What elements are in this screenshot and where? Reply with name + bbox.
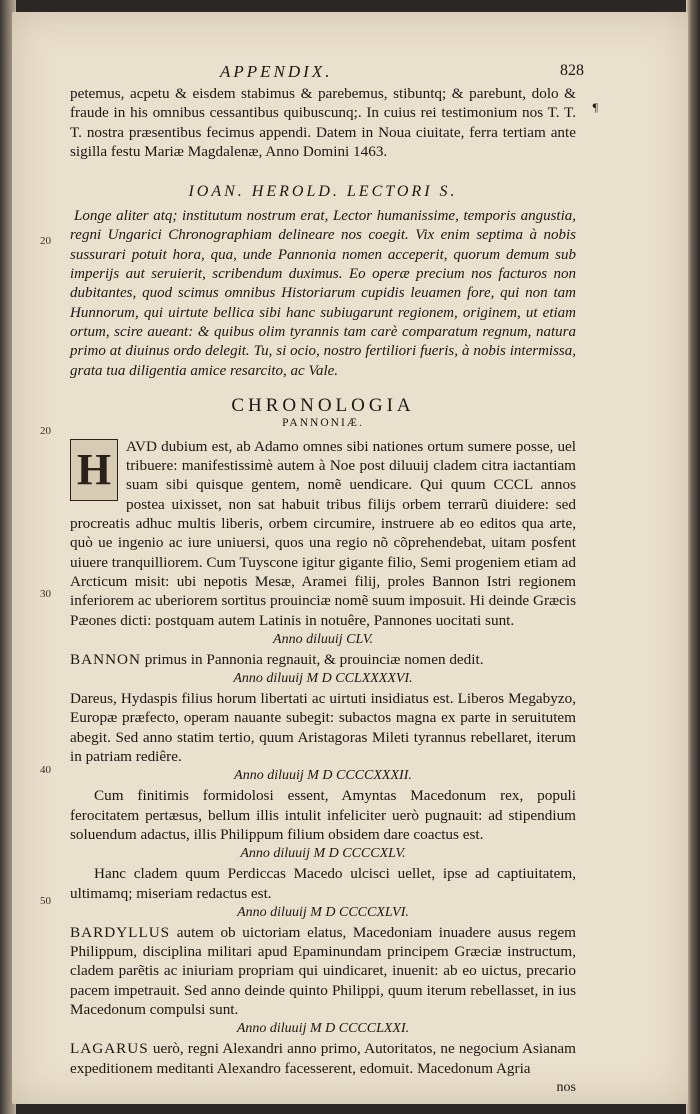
paragraph-dareus: Dareus, Hydaspis filius horum libertati ac uirtuti insidiatus est. Liberos Megabyzo, Europæ præfecto, operam nauante subegit: subactos magna ex parte in seruitutem abegit. Sed anno statim tertio, quum Aristagoras Mileti tyrannus rebellaret, iterum in patriam rediêre. xyxy=(70,690,576,766)
page-header-title: APPENDIX. xyxy=(220,62,333,81)
bardyllus-text: autem ob uictoriam elatus, Macedoniam inuadere ausus regem Philippum, disciplina militari apud Epaminundam principem Græciæ instructum, cladem parẽtis ac iniuriam propriam qui uindicaret, inuenit: ab eo uictus, precario pacem impetrauit. Sed anno deinde quinto Philippi, quum iterum rebellasset, in ius Macedonum compulsi sunt. xyxy=(70,923,576,1018)
letter-heading: IOAN. HEROLD. LECTORI S. xyxy=(188,183,458,201)
paragraph-bannon xyxy=(70,650,576,669)
paragraph-cum-finitimis: Cum finitimis formidolosi essent, Amyntas Macedonum rex, populi ferocitatem pertæsus, bellum illis intulit infeliciter uerò pugnauit: ad stipendium soluendum adactus, illis Philippum filium obsidem dare coactus est. xyxy=(70,787,576,843)
line-number-20a: 20 xyxy=(40,235,51,247)
running-head xyxy=(70,62,598,114)
book-page xyxy=(12,12,688,1104)
line-number-40: 40 xyxy=(40,764,51,776)
paragraph-lagarus xyxy=(70,1039,576,1078)
line-number-20b: 20 xyxy=(40,425,51,437)
text-block xyxy=(70,62,598,1095)
year-heading-mdcccclxxi: Anno diluuij M D CCCCLXXI. xyxy=(236,1021,410,1037)
page-number: 828 xyxy=(560,62,584,79)
chronologia-title: CHRONOLOGIA xyxy=(231,394,415,416)
small-caps-bardyllus: BARDYLLUS xyxy=(70,923,171,941)
chronologia-subtitle: PANNONIÆ. xyxy=(282,416,364,429)
paragraph-hanc-cladem: Hanc cladem quum Perdiccas Macedo ulcisci uellet, ipse ad captiuitatem, ultimamq; miseriam redactus est. xyxy=(70,865,576,902)
catchword: nos xyxy=(556,1079,576,1095)
lagarus-text: uerò, regni Alexandri anno primo, Autoritatos, ne negocium Asianam expeditionem meditanti Alexandro facesserent, edomuit. Macedonum Agria xyxy=(70,1040,576,1077)
line-number-30: 30 xyxy=(40,588,51,600)
year-heading-clv: Anno diluuij CLV. xyxy=(273,631,373,647)
book-page-stack-edge xyxy=(686,0,700,1114)
small-caps-lagarus: LAGARUS xyxy=(70,1040,149,1058)
bannon-text: primus in Pannonia regnauit, & prouinciæ nomen dedit. xyxy=(140,650,484,668)
paragraph-bardyllus xyxy=(70,923,576,1019)
paragraph-haud: AVD dubium est, ab Adamo omnes sibi nationes ortum sumere posse, uel tribuere: manifestissimè autem à Noe post diluuij cladem citra iactantiam suam sibi quisque gentem, nomẽ uendicare. Qui quum CCCL annos postea uixisset, non sat habuit tribus filijs orbem terrarũ diuidere: sed procreatis adhuc multis liberis, orbem circumire, instruere ab eo editos qua arte, quò ue ingenio ac iure uniuersi, quos una regio nõ cõprehendebat, uitam posfent uiuere tranquilliorem. Cum Tuyscone igitur gigante filio, Semi progeniem etiam ad Arcticum misit: ubi nepotis Mesæ, Aramei filij, proles Bannon Istri regionem inferiorem ac uberiorem sortitus prouinciæ nomẽ suum imposuit. Hi deinde Græcis Pæones dicti: postquam autem Latinis in notuêre, Pannones uocitati sunt. xyxy=(70,437,576,629)
marginal-mark: ¶ xyxy=(592,100,598,114)
decorated-initial-h: H xyxy=(70,439,118,501)
line-number-50: 50 xyxy=(40,895,51,907)
lagarus-wrap xyxy=(70,1039,576,1095)
paragraph-petemus: petemus, acpetu & eisdem stabimus & parebemus, stibuntq; & parebunt, dolo & fraude in his omnibus cessantibus quibuscunq;. In cuius rei testimonium nos T. T. T. nostra præsentibus fecimus appendi. Datem in Noua ciuitate, ferra tertiam ante sigilla festu Mariæ Magdalenæ, Anno Domini 1463. xyxy=(70,85,576,160)
year-heading-mdccccxlv: Anno diluuij M D CCCCXLV. xyxy=(240,846,406,862)
small-caps-bannon: BANNON xyxy=(70,650,141,668)
haud-paragraph-wrap xyxy=(70,437,576,630)
year-heading-mdccccxxxii: Anno diluuij M D CCCCXXXII. xyxy=(234,768,412,784)
year-heading-mdccccxlvi: Anno diluuij M D CCCCXLVI. xyxy=(237,904,409,920)
year-heading-mdcclxxxxvi: Anno diluuij M D CCLXXXXVI. xyxy=(233,671,413,687)
letter-body: Longe aliter atq; institutum nostrum erat, Lector humanissime, temporis angustia, regni Ungarici Chronographiam delineare nos coegit. Vix enim septima à nobis sussurari potuit hora, qua, unde Pannonia nomen acceperit, quorum demum sub imperijs aut seruierit, scribendum duximus. Eo operæ precium nos facturos non dubitantes, quod scimus omnibus Historiarum cupidis leuamen fore, qui non tam Hunnorum, qui uirtute bellica sibi hanc subiugarunt regionem, originem, ut etiam ortum, scire aueant: & quibus olim tyrannis tam carè comparatum regnum, natura primo at diuinus ordo delegit. Tu, si ocio, nostro fertiliori fueris, à nobis intermissa, grata tua diligentia amice resarcito, ac Vale. xyxy=(70,208,576,379)
